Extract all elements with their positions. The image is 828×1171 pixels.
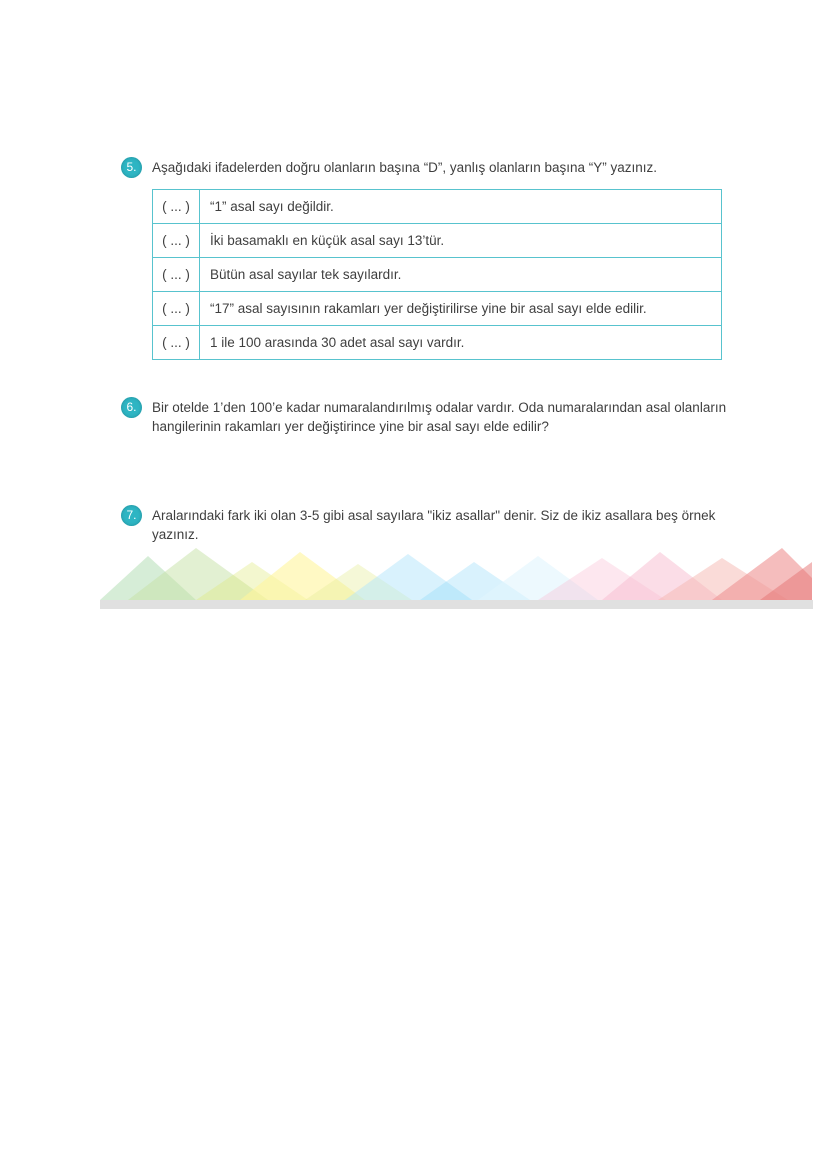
true-false-table — [152, 189, 722, 360]
table-row — [153, 224, 722, 258]
question-7 — [121, 506, 746, 544]
statement-text: “1” asal sayı değildir. — [200, 190, 722, 224]
statement-text: “17” asal sayısının rakamları yer değiştirilirse yine bir asal sayı elde edilir. — [200, 292, 722, 326]
table-row — [153, 258, 722, 292]
question-5-number-badge: 5. — [121, 157, 142, 178]
question-5-text: Aşağıdaki ifadelerden doğru olanların başına “D”, yanlış olanların başına “Y” yazınız. — [152, 160, 658, 175]
table-row — [153, 190, 722, 224]
answer-blank: ( ... ) — [153, 258, 200, 292]
question-6-text: Bir otelde 1’den 100’e kadar numaralandırılmış odalar vardır. Oda numaralarından asal olanların hangilerinin rakamları yer değiştirince yine bir asal sayı elde edilir? — [152, 400, 727, 434]
table-row — [153, 326, 722, 360]
question-6 — [121, 398, 739, 436]
question-7-number-badge: 7. — [121, 505, 142, 526]
answer-blank: ( ... ) — [153, 224, 200, 258]
answer-blank: ( ... ) — [153, 292, 200, 326]
answer-blank: ( ... ) — [153, 190, 200, 224]
statement-text: Bütün asal sayılar tek sayılardır. — [200, 258, 722, 292]
bottom-edge-strip — [100, 600, 813, 609]
answer-blank: ( ... ) — [153, 326, 200, 360]
statement-text: 1 ile 100 arasında 30 adet asal sayı vardır. — [200, 326, 722, 360]
statement-text: İki basamaklı en küçük asal sayı 13’tür. — [200, 224, 722, 258]
question-7-text: Aralarındaki fark iki olan 3-5 gibi asal sayılara "ikiz asallar" denir. Siz de ikiz asallara beş örnek yazınız. — [152, 508, 716, 542]
decorative-triangles — [100, 548, 812, 600]
table-row — [153, 292, 722, 326]
question-5 — [121, 158, 811, 360]
question-6-number-badge: 6. — [121, 397, 142, 418]
